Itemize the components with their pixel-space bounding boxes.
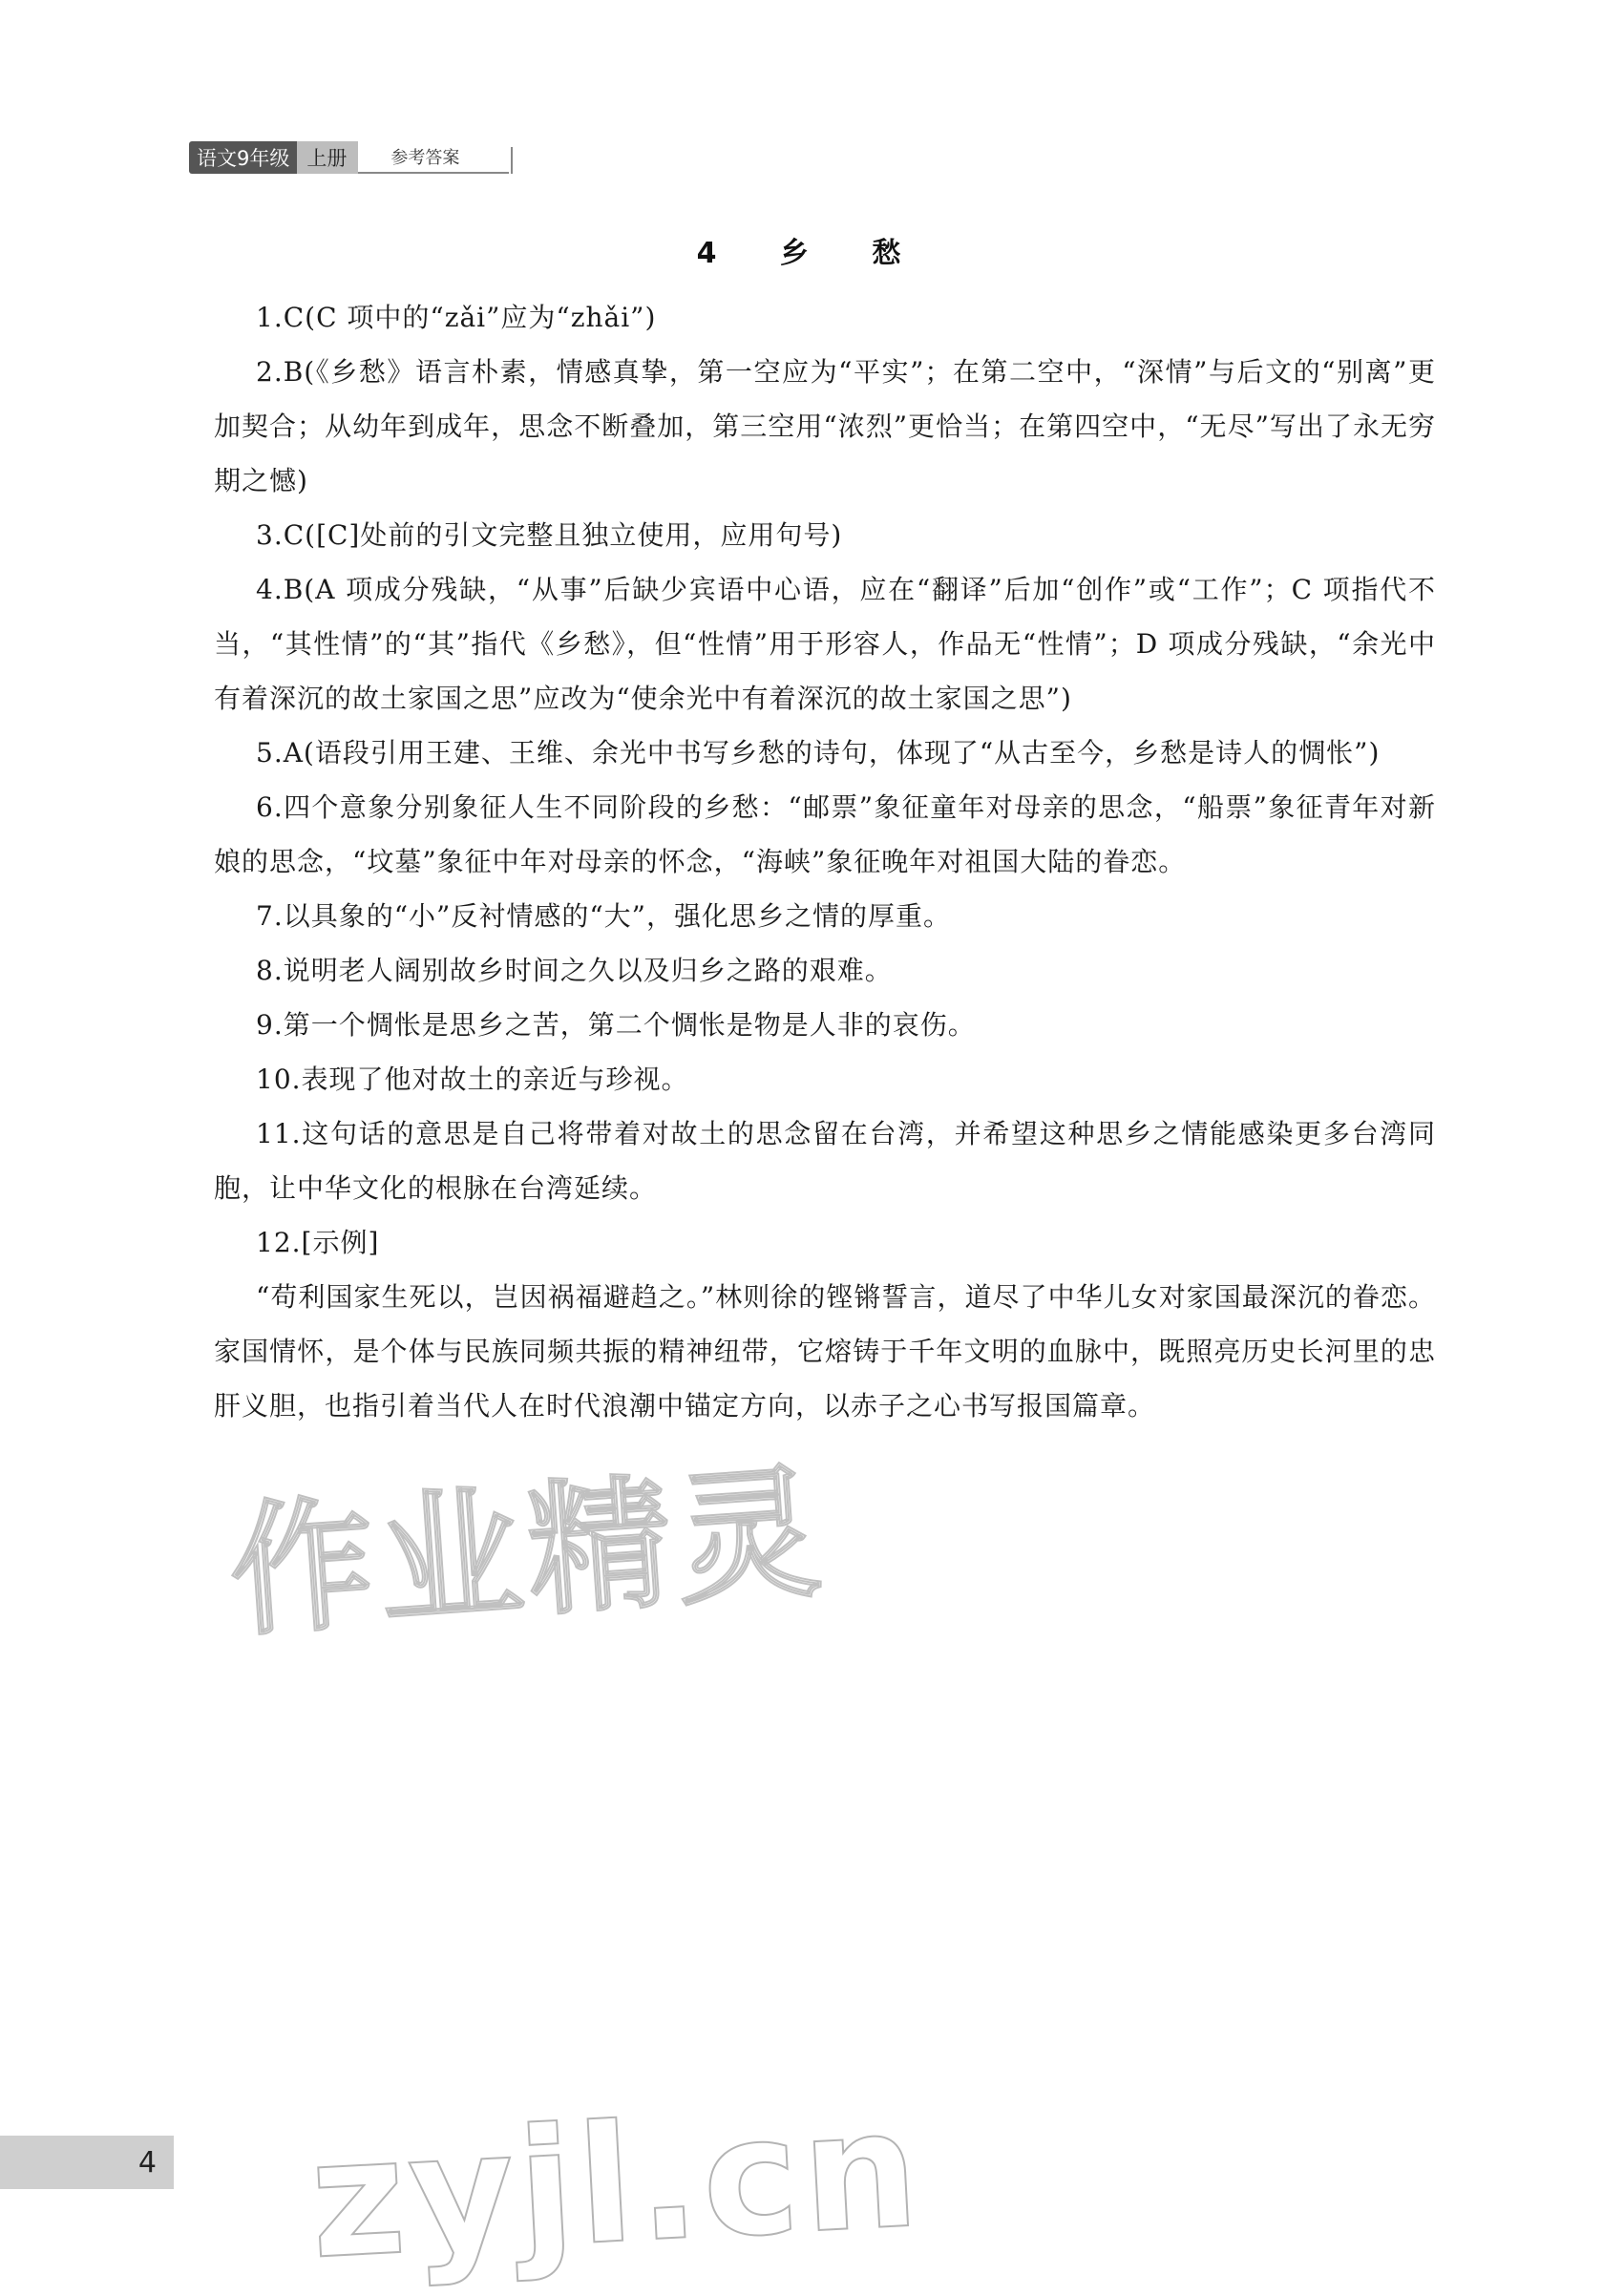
answer-item: 2.B(《乡愁》语言朴素，情感真挚，第一空应为“平实”；在第二空中，“深情”与后文的“别离”更加契合；从幼年到成年，思念不断叠加，第三空用“浓烈”更恰当；在第四空中，“无尽”写出了永无穷期之憾) [214,356,1436,496]
answer-item: 6.四个意象分别象征人生不同阶段的乡愁：“邮票”象征童年对母亲的思念，“船票”象征青年对新娘的思念，“坟墓”象征中年对母亲的怀念，“海峡”象征晚年对祖国大陆的眷恋。 [214,791,1436,877]
answer-example-paragraph: “苟利国家生死以，岂因祸福避趋之。”林则徐的铿锵誓言，道尽了中华儿女对家国最深沉的眷恋。家国情怀，是个体与民族同频共振的精神纽带，它熔铸于千年文明的血脉中，既照亮历史长河里的忠肝义胆，也指引着当代人在时代浪潮中锚定方向，以赤子之心书写报国篇章。 [214,1281,1436,1422]
answer-item: 1.C(C 项中的“zǎi”应为“zhǎi”) [256,302,657,333]
answer-item: 5.A(语段引用王建、王维、余光中书写乡愁的诗句，体现了“从古至今，乡愁是诗人的惆怅”) [256,737,1381,769]
page-number: 4 [0,2136,174,2189]
header-tag [189,141,509,174]
header-section: 参考答案 [358,141,509,174]
watermark-bottom: zyjl.cn [306,2075,927,2296]
page-title: 4 乡 愁 [696,237,928,270]
header-volume: 上册 [297,141,358,174]
header-subject-grade: 语文9年级 [189,141,297,174]
answer-list [214,290,1436,1433]
answer-item: 11.这句话的意思是自己将带着对故土的思念留在台湾，并希望这种思乡之情能感染更多台湾同胞，让中华文化的根脉在台湾延续。 [214,1118,1436,1204]
answer-item: 12.[示例] [256,1227,380,1258]
answer-item: 7.以具象的“小”反衬情感的“大”，强化思乡之情的厚重。 [256,900,951,932]
answer-item: 9.第一个惆怅是思乡之苦，第二个惆怅是物是人非的哀伤。 [256,1009,976,1041]
answer-item: 8.说明老人阔别故乡时间之久以及归乡之路的艰难。 [256,955,893,986]
answer-item: 4.B(A 项成分残缺，“从事”后缺少宾语中心语，应在“翻译”后加“创作”或“工作”；C 项指代不当，“其性情”的“其”指代《乡愁》，但“性情”用于形容人，作品无“性情”；D 项成分残缺，“余光中有着深沉的故土家国之思”应改为“使余光中有着深沉的故土家国之思”) [214,574,1436,714]
answer-item: 3.C([C]处前的引文完整且独立使用，应用句号) [256,519,843,551]
watermark-middle: 作业精灵 [224,1449,832,1657]
answer-item: 10.表现了他对故土的亲近与珍视。 [256,1064,689,1095]
